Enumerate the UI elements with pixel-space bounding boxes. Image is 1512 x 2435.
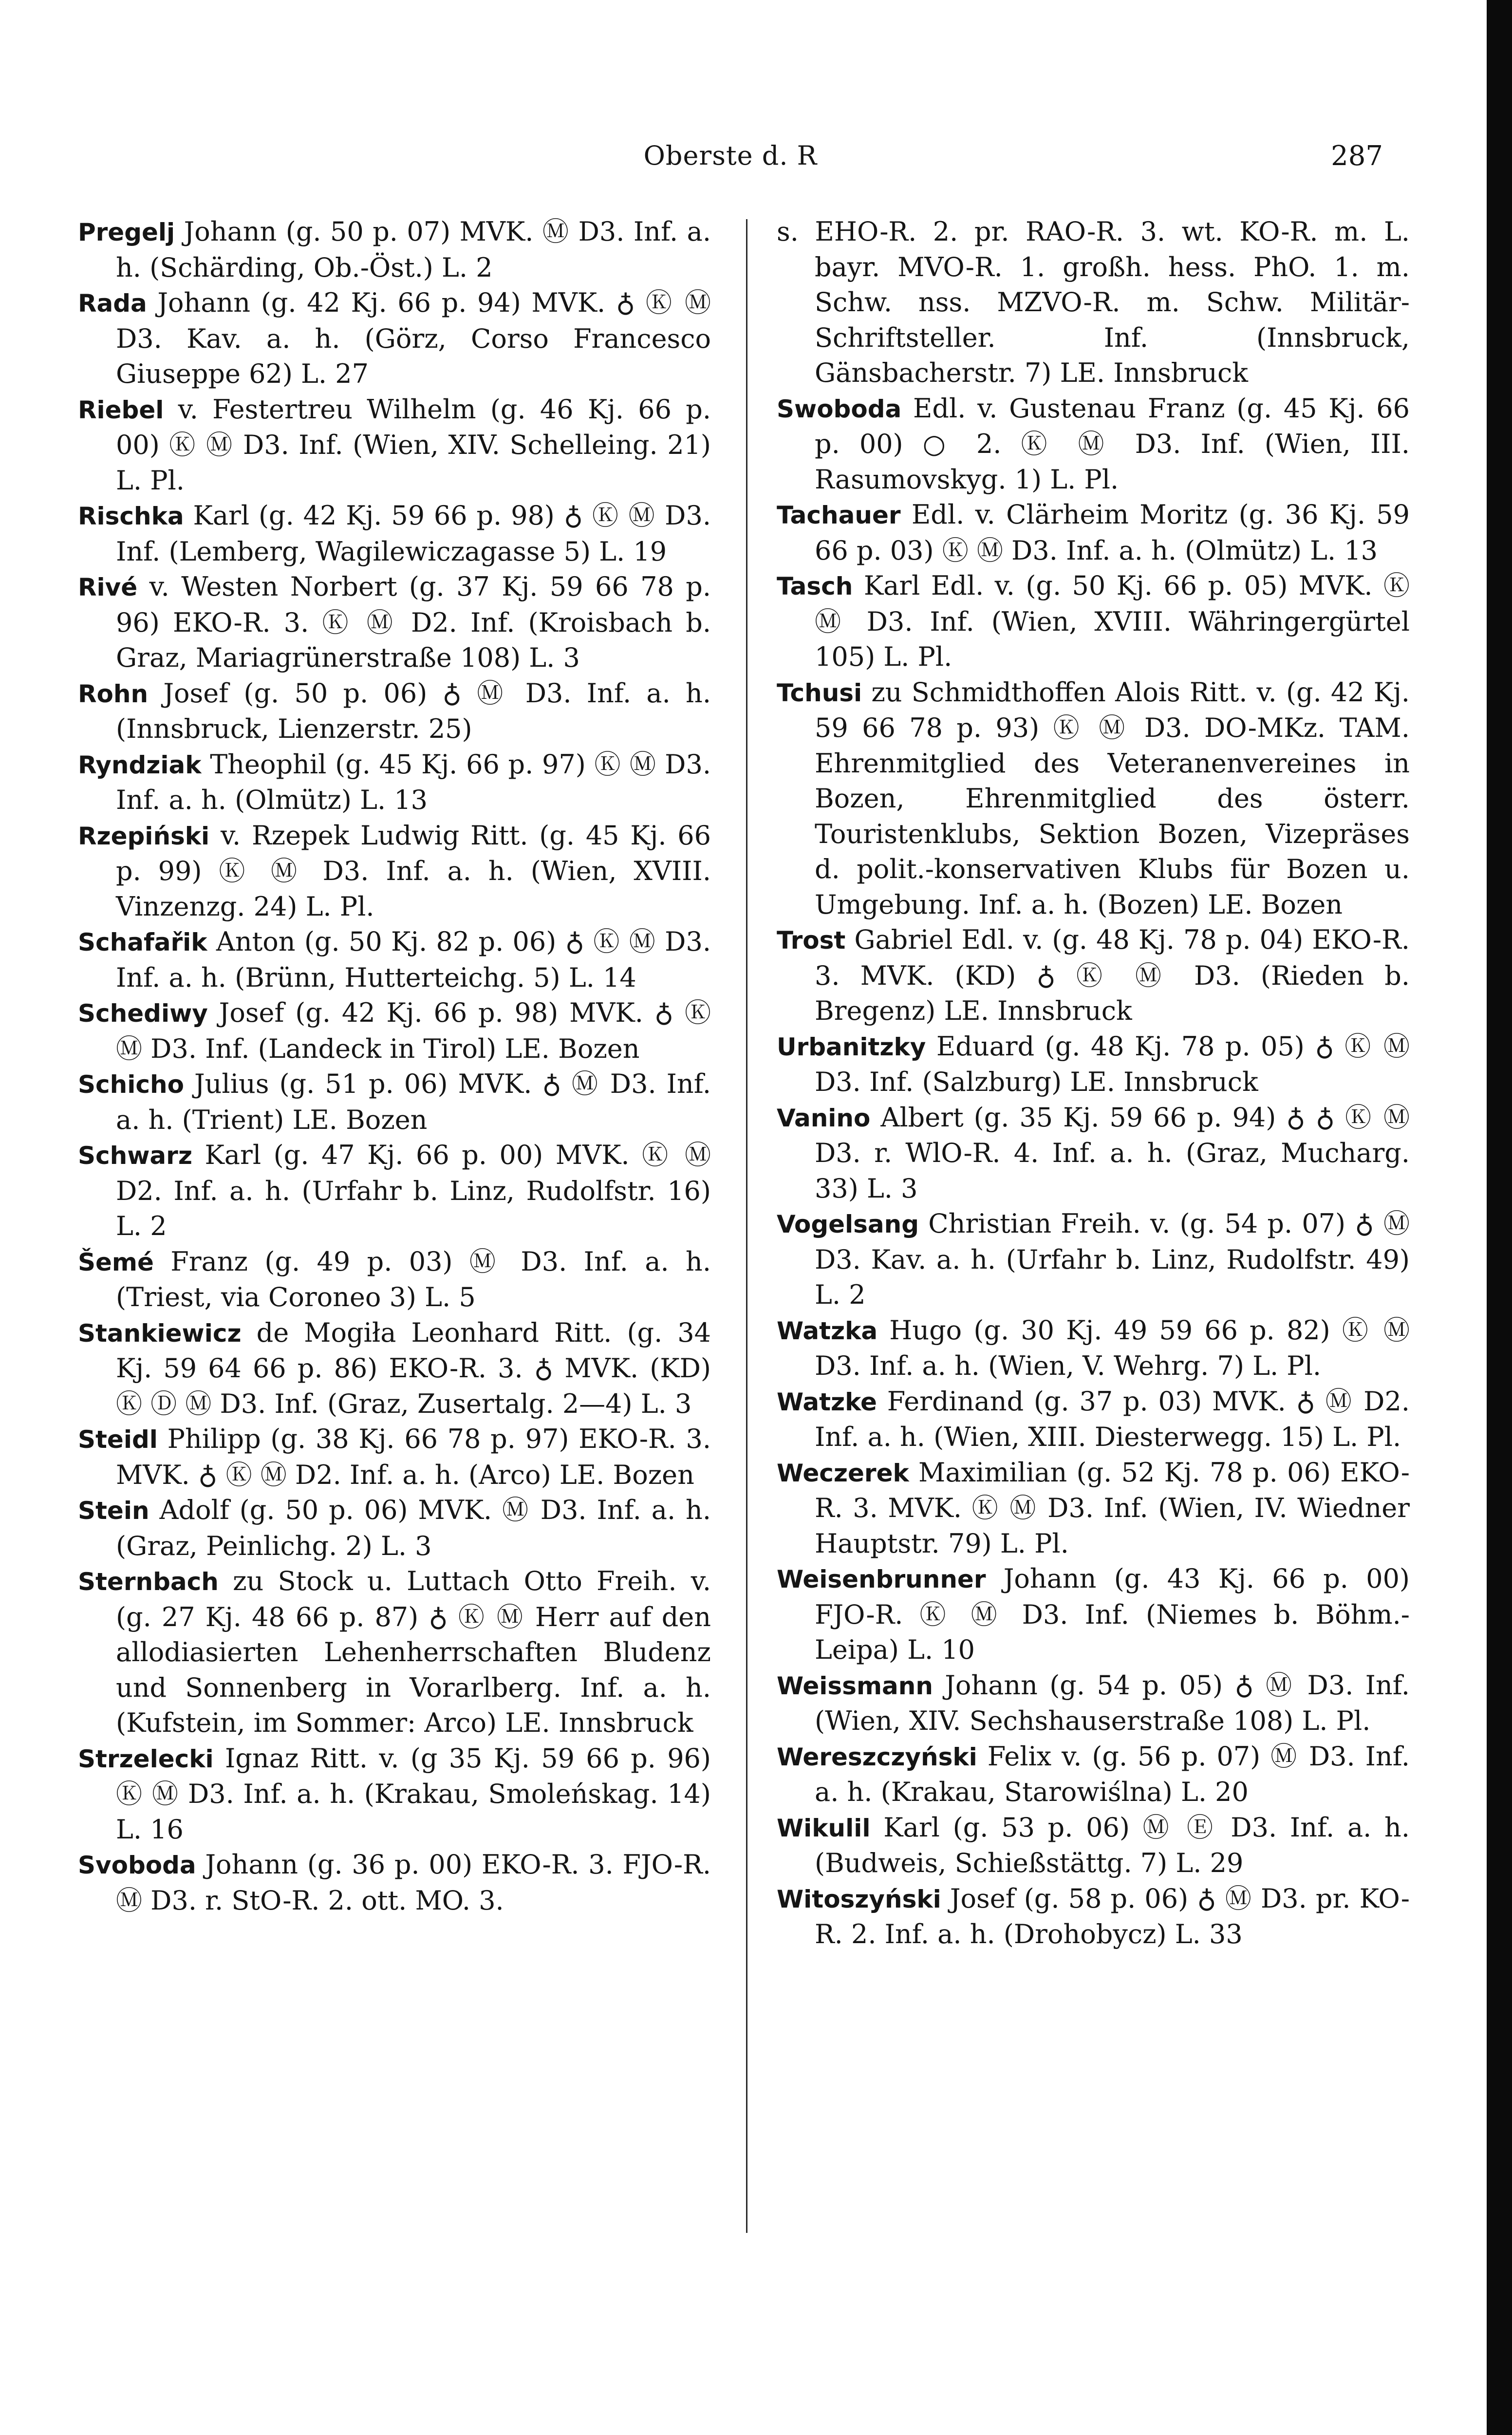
entry-surname: Schicho — [78, 1070, 184, 1099]
entry-surname: Rzepiński — [78, 822, 210, 850]
entry-surname: Witoszyński — [777, 1885, 941, 1913]
entry-details: de Mogiła Leonhard Ritt. (g. 34 Kj. 59 64 66 p. 86) EKO-R. 3. ♁ MVK. (KD) Ⓚ Ⓓ Ⓜ D3. Inf. (Graz, Zusertalg. 2—4) L. 3 — [116, 1317, 711, 1419]
entry-surname: Wikulil — [777, 1814, 871, 1842]
entry-details: Christian Freih. v. (g. 54 p. 07) ♁ Ⓜ D3. Kav. a. h. (Urfahr b. Linz, Rudolfstr. 49) L. 2 — [815, 1208, 1410, 1310]
directory-entry — [78, 498, 711, 569]
directory-entry — [777, 1313, 1410, 1384]
directory-entry — [78, 1138, 711, 1244]
directory-entry — [777, 922, 1410, 1029]
entry-details: Gabriel Edl. v. (g. 48 Kj. 78 p. 04) EKO-R. 3. MVK. (KD) ♁ Ⓚ Ⓜ D3. (Rieden b. Bregenz) LE. Innsbruck — [815, 924, 1410, 1026]
entry-surname: Pregelj — [78, 218, 175, 246]
entry-surname: Stein — [78, 1497, 149, 1525]
entry-details: Felix v. (g. 56 p. 07) Ⓜ D3. Inf. a. h. (Krakau, Starowiślna) L. 20 — [815, 1741, 1410, 1807]
entry-details: Karl (g. 53 p. 06) Ⓜ Ⓔ D3. Inf. a. h. (Budweis, Schießstättg. 7) L. 29 — [815, 1812, 1410, 1878]
entry-details: zu Schmidthoffen Alois Ritt. v. (g. 42 Kj. 59 66 78 p. 93) Ⓚ Ⓜ D3. DO-MKz. TAM. Ehrenmitglied des Veteranenvereines in Bozen, Ehrenmitglied des österr. Touristenklubs, Sektion Bozen, Vizepräses d. polit.-konservativen Klubs für Bozen u. Umgebung. Inf. a. h. (Bozen) LE. Bozen — [815, 676, 1410, 920]
entry-surname: Svoboda — [78, 1851, 196, 1879]
entry-details: zu Stock u. Luttach Otto Freih. v. (g. 27 Kj. 48 66 p. 87) ♁ Ⓚ Ⓜ Herr auf den allodiasierten Lehenherrschaften Bludenz und Sonnenberg in Vorarlberg. Inf. a. h. (Kufstein, im Sommer: Arco) LE. Innsbruck — [116, 1566, 711, 1738]
entry-details: v. Westen Norbert (g. 37 Kj. 59 66 78 p. 96) EKO-R. 3. Ⓚ Ⓜ D2. Inf. (Kroisbach b. Graz, Mariagrünerstraße 108) L. 3 — [116, 571, 711, 673]
directory-entry — [78, 676, 711, 747]
entry-details: Karl (g. 42 Kj. 59 66 p. 98) ♁ Ⓚ Ⓜ D3. Inf. (Lemberg, Wagilewiczagasse 5) L. 19 — [116, 500, 711, 567]
entry-surname: Weczerek — [777, 1459, 909, 1487]
entry-details: Franz (g. 49 p. 03) Ⓜ D3. Inf. a. h. (Triest, via Coroneo 3) L. 5 — [116, 1246, 711, 1312]
directory-entry — [777, 391, 1410, 498]
entry-surname: Šemé — [78, 1248, 154, 1276]
entry-details: Adolf (g. 50 p. 06) MVK. Ⓜ D3. Inf. a. h. (Graz, Peinlichg. 2) L. 3 — [116, 1495, 711, 1561]
entry-surname: Swoboda — [777, 394, 902, 423]
directory-entry — [777, 1384, 1410, 1455]
entry-details: Ferdinand (g. 37 p. 03) MVK. ♁ Ⓜ D2. Inf. a. h. (Wien, XIII. Diesterwegg. 15) L. Pl. — [815, 1386, 1410, 1452]
entry-details: Edl. v. Gustenau Franz (g. 45 Kj. 66 p. 00) ○ 2. Ⓚ Ⓜ D3. Inf. (Wien, III. Rasumovskyg. 1) L. Pl. — [815, 393, 1410, 495]
directory-entry — [777, 1881, 1410, 1952]
directory-entry — [78, 1067, 711, 1138]
entry-surname: Tachauer — [777, 501, 901, 529]
directory-entry — [78, 1847, 711, 1918]
entry-surname: Strzelecki — [78, 1744, 214, 1773]
entry-details: v. Rzepek Ludwig Ritt. (g. 45 Kj. 66 p. 99) Ⓚ Ⓜ D3. Inf. a. h. (Wien, XVIII. Vinzenzg. 24) L. Pl. — [116, 820, 711, 922]
directory-entry — [78, 1422, 711, 1493]
entry-details: Julius (g. 51 p. 06) MVK. ♁ Ⓜ D3. Inf. a. h. (Trient) LE. Bozen — [116, 1068, 711, 1135]
column-divider — [746, 219, 747, 2233]
directory-entry — [777, 1029, 1410, 1100]
entry-details: Ignaz Ritt. v. (g 35 Kj. 59 66 p. 96) Ⓚ Ⓜ D3. Inf. a. h. (Krakau, Smoleńskag. 14) L. 16 — [116, 1742, 711, 1845]
entry-surname: Schediwy — [78, 999, 208, 1028]
entry-surname: Rada — [78, 289, 147, 318]
entry-details: Johann (g. 42 Kj. 66 p. 94) MVK. ♁ Ⓚ Ⓜ D3. Kav. a. h. (Görz, Corso Francesco Giuseppe 62) L. 27 — [116, 287, 711, 389]
entry-details: Theophil (g. 45 Kj. 66 p. 97) Ⓚ Ⓜ D3. Inf. a. h. (Olmütz) L. 13 — [116, 749, 711, 815]
entry-details: Josef (g. 42 Kj. 66 p. 98) MVK. ♁ Ⓚ Ⓜ D3. Inf. (Landeck in Tirol) LE. Bozen — [116, 997, 711, 1064]
entry-surname: Schafařik — [78, 928, 207, 956]
entry-surname: Rivé — [78, 573, 138, 601]
entry-details: Maximilian (g. 52 Kj. 78 p. 06) EKO-R. 3. MVK. Ⓚ Ⓜ D3. Inf. (Wien, IV. Wiedner Hauptstr. 79) L. Pl. — [815, 1457, 1410, 1559]
entry-details: s. EHO-R. 2. pr. RAO-R. 3. wt. KO-R. m. L. bayr. MVO-R. 1. großh. hess. PhO. 1. m. Schw. nss. MZVO-R. m. Schw. Militär-Schriftsteller. Inf. (Innsbruck, Gänsbacherstr. 7) LE. Innsbruck — [777, 216, 1410, 388]
right-column — [777, 214, 1410, 1952]
page-header — [78, 140, 1383, 179]
entry-surname: Stankiewicz — [78, 1319, 242, 1348]
entry-surname: Vanino — [777, 1104, 871, 1132]
entry-surname: Ryndziak — [78, 750, 202, 779]
entry-details: Hugo (g. 30 Kj. 49 59 66 p. 82) Ⓚ Ⓜ D3. Inf. a. h. (Wien, V. Wehrg. 7) L. Pl. — [815, 1314, 1410, 1381]
running-head: Oberste d. R — [643, 140, 818, 171]
directory-entry — [777, 1561, 1410, 1668]
directory-entry — [777, 1206, 1410, 1313]
entry-details: Josef (g. 58 p. 06) ♁ Ⓜ D3. pr. KO-R. 2. Inf. a. h. (Drohobycz) L. 33 — [815, 1883, 1410, 1949]
scan-edge-shadow — [1487, 0, 1512, 2435]
entry-surname: Trost — [777, 926, 846, 955]
directory-entry — [78, 1493, 711, 1564]
directory-entry — [78, 1315, 711, 1422]
directory-entry — [78, 924, 711, 995]
directory-entry — [78, 392, 711, 499]
directory-entry — [777, 1455, 1410, 1562]
directory-entry — [78, 285, 711, 392]
entry-surname: Watzka — [777, 1316, 878, 1345]
entry-details: Karl Edl. v. (g. 50 Kj. 66 p. 05) MVK. Ⓚ Ⓜ D3. Inf. (Wien, XVIII. Währingergürtel 105) L. Pl. — [815, 570, 1410, 672]
entry-surname: Vogelsang — [777, 1210, 919, 1238]
entry-details: Johann (g. 36 p. 00) EKO-R. 3. FJO-R. Ⓜ D3. r. StO-R. 2. ott. MO. 3. — [116, 1849, 711, 1916]
entry-details: Philipp (g. 38 Kj. 66 78 p. 97) EKO-R. 3. MVK. ♁ Ⓚ Ⓜ D2. Inf. a. h. (Arco) LE. Bozen — [116, 1424, 711, 1490]
entry-surname: Weisenbrunner — [777, 1565, 986, 1593]
directory-entry — [777, 568, 1410, 675]
entry-details: Johann (g. 50 p. 07) MVK. Ⓜ D3. Inf. a. h. (Schärding, Ob.-Öst.) L. 2 — [116, 216, 711, 283]
directory-entry — [777, 1668, 1410, 1739]
directory-entry — [78, 747, 711, 818]
entry-details: Josef (g. 50 p. 06) ♁ Ⓜ D3. Inf. a. h. (Innsbruck, Lienzerstr. 25) — [116, 677, 711, 744]
directory-entry — [78, 214, 711, 285]
entry-surname: Wereszczyński — [777, 1742, 977, 1771]
directory-entry — [78, 995, 711, 1067]
entry-surname: Rohn — [78, 679, 149, 708]
left-column — [78, 214, 711, 1918]
entry-details: Eduard (g. 48 Kj. 78 p. 05) ♁ Ⓚ Ⓜ D3. Inf. (Salzburg) LE. Innsbruck — [815, 1030, 1410, 1097]
directory-entry — [78, 1564, 711, 1741]
entry-details: Karl (g. 47 Kj. 66 p. 00) MVK. Ⓚ Ⓜ D2. Inf. a. h. (Urfahr b. Linz, Rudolfstr. 16) L. 2 — [116, 1140, 711, 1241]
entry-details: Johann (g. 43 Kj. 66 p. 00) FJO-R. Ⓚ Ⓜ D3. Inf. (Niemes b. Böhm.-Leipa) L. 10 — [815, 1563, 1410, 1665]
entry-surname: Weissmann — [777, 1671, 933, 1700]
entry-surname: Schwarz — [78, 1142, 192, 1170]
directory-entry — [78, 1244, 711, 1315]
entry-surname: Urbanitzky — [777, 1032, 926, 1061]
entry-details: Johann (g. 54 p. 05) ♁ Ⓜ D3. Inf. (Wien, XIV. Sechshauserstraße 108) L. Pl. — [815, 1669, 1410, 1736]
directory-entry — [777, 497, 1410, 568]
directory-entry — [78, 569, 711, 676]
entry-details: v. Festertreu Wilhelm (g. 46 Kj. 66 p. 00) Ⓚ Ⓜ D3. Inf. (Wien, XIV. Schelleing. 21) L. Pl. — [116, 393, 711, 496]
directory-entry — [777, 214, 1410, 391]
directory-entry — [777, 1810, 1410, 1881]
directory-entry — [777, 675, 1410, 923]
directory-entry — [777, 1100, 1410, 1207]
entry-surname: Tasch — [777, 572, 853, 600]
directory-entry — [78, 818, 711, 925]
directory-entry — [777, 1739, 1410, 1810]
entry-details: Edl. v. Clärheim Moritz (g. 36 Kj. 59 66 p. 03) Ⓚ Ⓜ D3. Inf. a. h. (Olmütz) L. 13 — [815, 499, 1410, 566]
entry-surname: Riebel — [78, 395, 164, 424]
entry-surname: Sternbach — [78, 1568, 219, 1596]
entry-surname: Steidl — [78, 1425, 158, 1454]
entry-details: Anton (g. 50 Kj. 82 p. 06) ♁ Ⓚ Ⓜ D3. Inf. a. h. (Brünn, Hutterteichg. 5) L. 14 — [116, 926, 711, 993]
entry-surname: Watzke — [777, 1387, 877, 1416]
directory-entry — [78, 1741, 711, 1848]
entry-details: Albert (g. 35 Kj. 59 66 p. 94) ♁ ♁ Ⓚ Ⓜ D3. r. WlO-R. 4. Inf. a. h. (Graz, Mucharg. 33) L. 3 — [815, 1102, 1410, 1204]
entry-surname: Rischka — [78, 502, 184, 530]
entry-surname: Tchusi — [777, 678, 862, 707]
page-number: 287 — [1331, 140, 1383, 172]
